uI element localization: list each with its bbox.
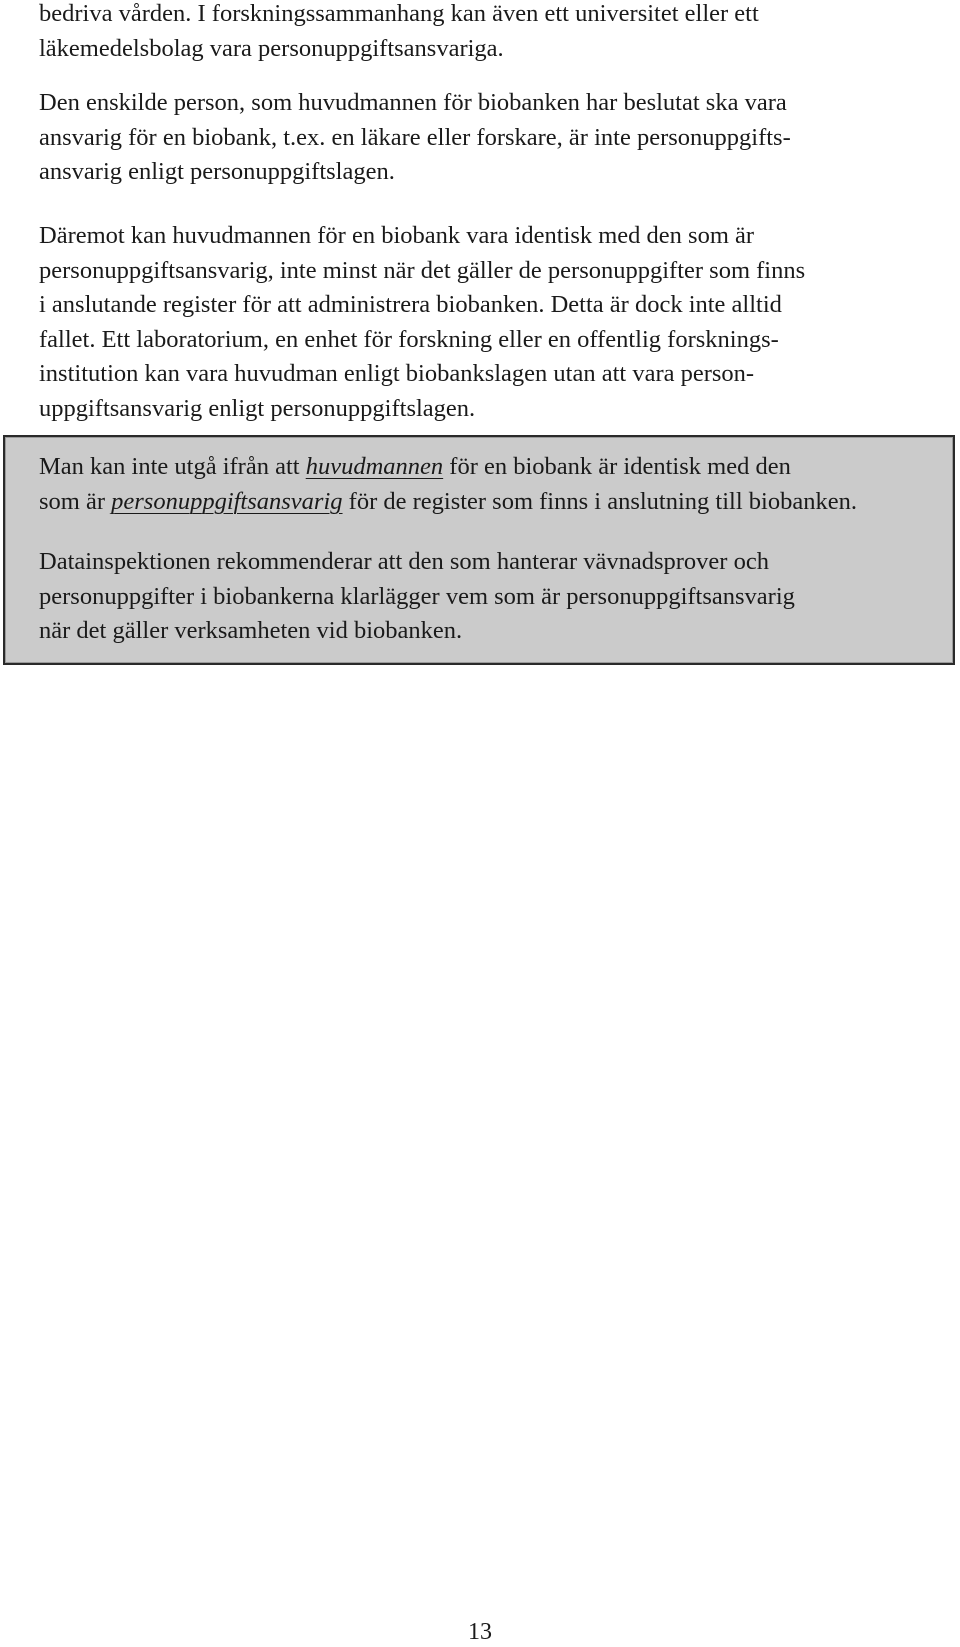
paragraph-line: fallet. Ett laboratorium, en enhet för forskning eller en offentlig forsknings-: [39, 325, 779, 353]
paragraph-line: [39, 485, 939, 520]
paragraph-3: [39, 219, 929, 426]
paragraph-line: när det gäller verksamheten vid biobanken.: [39, 617, 463, 644]
callout-text: Man kan inte utgå ifrån att: [39, 453, 306, 480]
paragraph-line: institution kan vara huvudman enligt biobankslagen utan att vara person-: [39, 360, 755, 387]
callout-text: som är: [39, 487, 112, 515]
paragraph-line: uppgiftsansvarig enligt personuppgiftslagen.: [39, 394, 476, 422]
paragraph-line: i anslutande register för att administrera biobanken. Detta är dock inte alltid: [39, 291, 782, 318]
paragraph-2: [39, 86, 929, 190]
paragraph-line: Datainspektionen rekommenderar att den som hanterar vävnadsprover och: [39, 548, 769, 575]
callout-paragraph-1: [39, 450, 939, 519]
paragraph-line: Däremot kan huvudmannen för en biobank vara identisk med den som är: [39, 222, 755, 249]
page-number: 13: [468, 1619, 492, 1645]
paragraph-line: ansvarig enligt personuppgiftslagen.: [39, 158, 395, 185]
callout-text: för de register som finns i anslutning till biobanken.: [342, 487, 857, 515]
paragraph-line: [39, 450, 939, 485]
paragraph-line: läkemedelsbolag vara personuppgiftsansvariga.: [39, 34, 504, 62]
highlight-callout-box: [3, 435, 955, 665]
paragraph-line: personuppgifter i biobankerna klarlägger vem som är personuppgiftsansvarig: [39, 582, 795, 610]
term-huvudmannen: huvudmannen: [305, 453, 444, 480]
paragraph-line: personuppgiftsansvarig, inte minst när det gäller de personuppgifter som finns: [39, 256, 806, 284]
term-personuppgiftsansvarig: personuppgiftsansvarig: [111, 487, 343, 515]
paragraph-line: bedriva vården. I forskningssammanhang kan även ett universitet eller ett: [39, 0, 759, 27]
callout-paragraph-2: [39, 545, 939, 649]
paragraph-line: Den enskilde person, som huvudmannen för biobanken har beslutat ska vara: [39, 89, 787, 116]
paragraph-1: [39, 0, 929, 66]
paragraph-line: ansvarig för en biobank, t.ex. en läkare eller forskare, är inte personuppgifts-: [39, 123, 791, 151]
callout-text: för en biobank är identisk med den: [443, 453, 791, 480]
